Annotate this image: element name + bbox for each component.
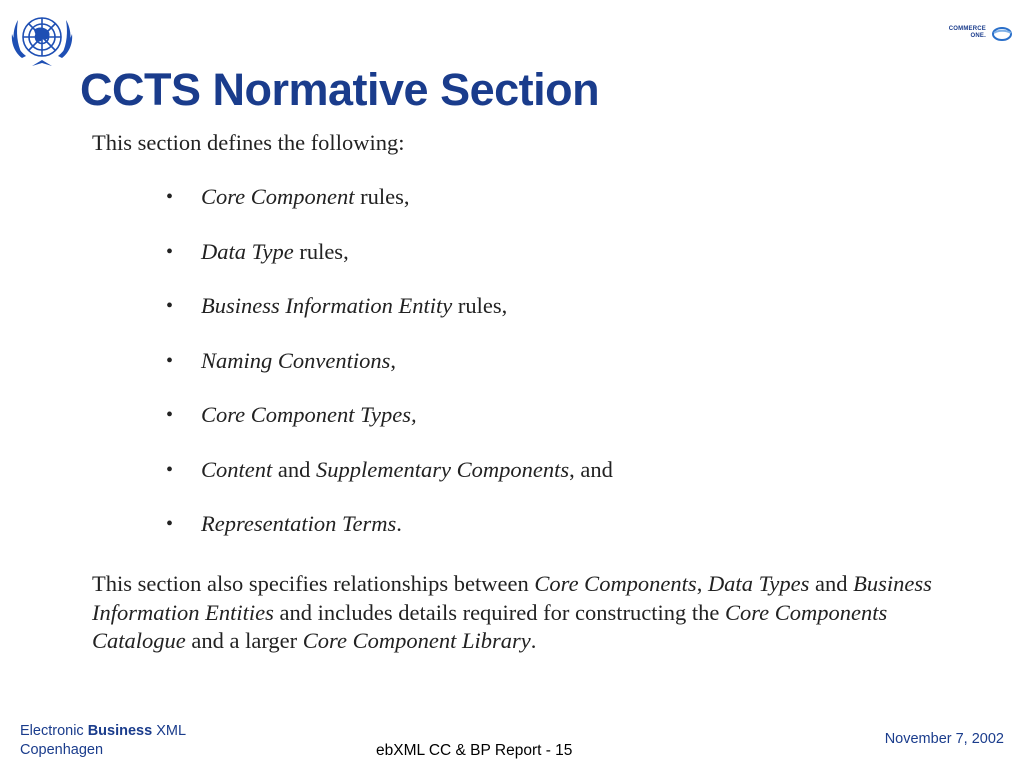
term-text: Business Information Entity [201,293,453,318]
logo-line-2: ONE. [970,33,986,39]
term-text: Core Components [534,571,697,596]
commerce-one-logo-text [940,26,986,40]
plain-text: This section also specifies relationships between [92,571,535,596]
term-text: Core Component Library [302,628,531,653]
bullet-icon: • [166,240,174,263]
term-text: Core Component Types, [201,402,417,427]
list-item [92,346,952,401]
term-text: Core Components Catalogue [92,599,888,653]
plain-text: . [396,511,402,536]
term-text: Data Types [707,571,810,596]
footer-location: Copenhagen [20,742,104,758]
plain-text: . [530,628,537,653]
intro-text: This section defines the following: [92,130,405,155]
bullet-icon: • [166,513,174,535]
term-text: Business Information Entities [92,571,932,625]
term-text: Content [201,456,273,482]
term-text: Data Type [201,238,294,264]
plain-text: , [696,571,708,596]
footer-suffix: XML [152,723,187,739]
list-item [92,455,952,510]
plain-text: rules, [452,293,508,318]
closing-paragraph [92,570,952,656]
list-item [92,509,952,564]
rule-list [92,182,952,564]
footer-event [20,722,186,760]
un-emblem-icon [8,8,76,72]
plain-text: , and [569,456,613,482]
bullet-icon: • [166,458,174,481]
term-text: Core Component [201,184,355,209]
term-text: Supplementary Components [316,456,570,482]
logo-line-1: COMMERCE [948,26,986,32]
plain-text: rules, [354,184,410,209]
plain-text: rules, [293,238,349,264]
footer-date: November 7, 2002 [884,731,1004,747]
bullet-icon: • [166,404,174,426]
slide-title: CCTS Normative Section [80,64,600,115]
footer-prefix: Electronic [20,723,88,739]
list-item [92,182,952,237]
bullet-icon: • [166,349,174,372]
slide-body [92,128,952,653]
plain-text: and includes details required for constructing the [273,599,725,625]
term-text: Naming Conventions [201,347,391,373]
plain-text: , [390,347,396,373]
plain-text: and [272,456,316,482]
list-item [92,237,952,292]
plain-text: and [809,571,854,596]
footer-bold: Business [87,723,153,739]
list-item [92,291,952,346]
list-item [92,400,952,455]
bullet-icon: • [166,295,174,317]
bullet-icon: • [166,186,174,208]
footer-report: ebXML CC & BP Report - 15 [376,742,573,759]
term-text: Representation Terms [201,511,397,536]
plain-text: and a larger [185,628,303,653]
